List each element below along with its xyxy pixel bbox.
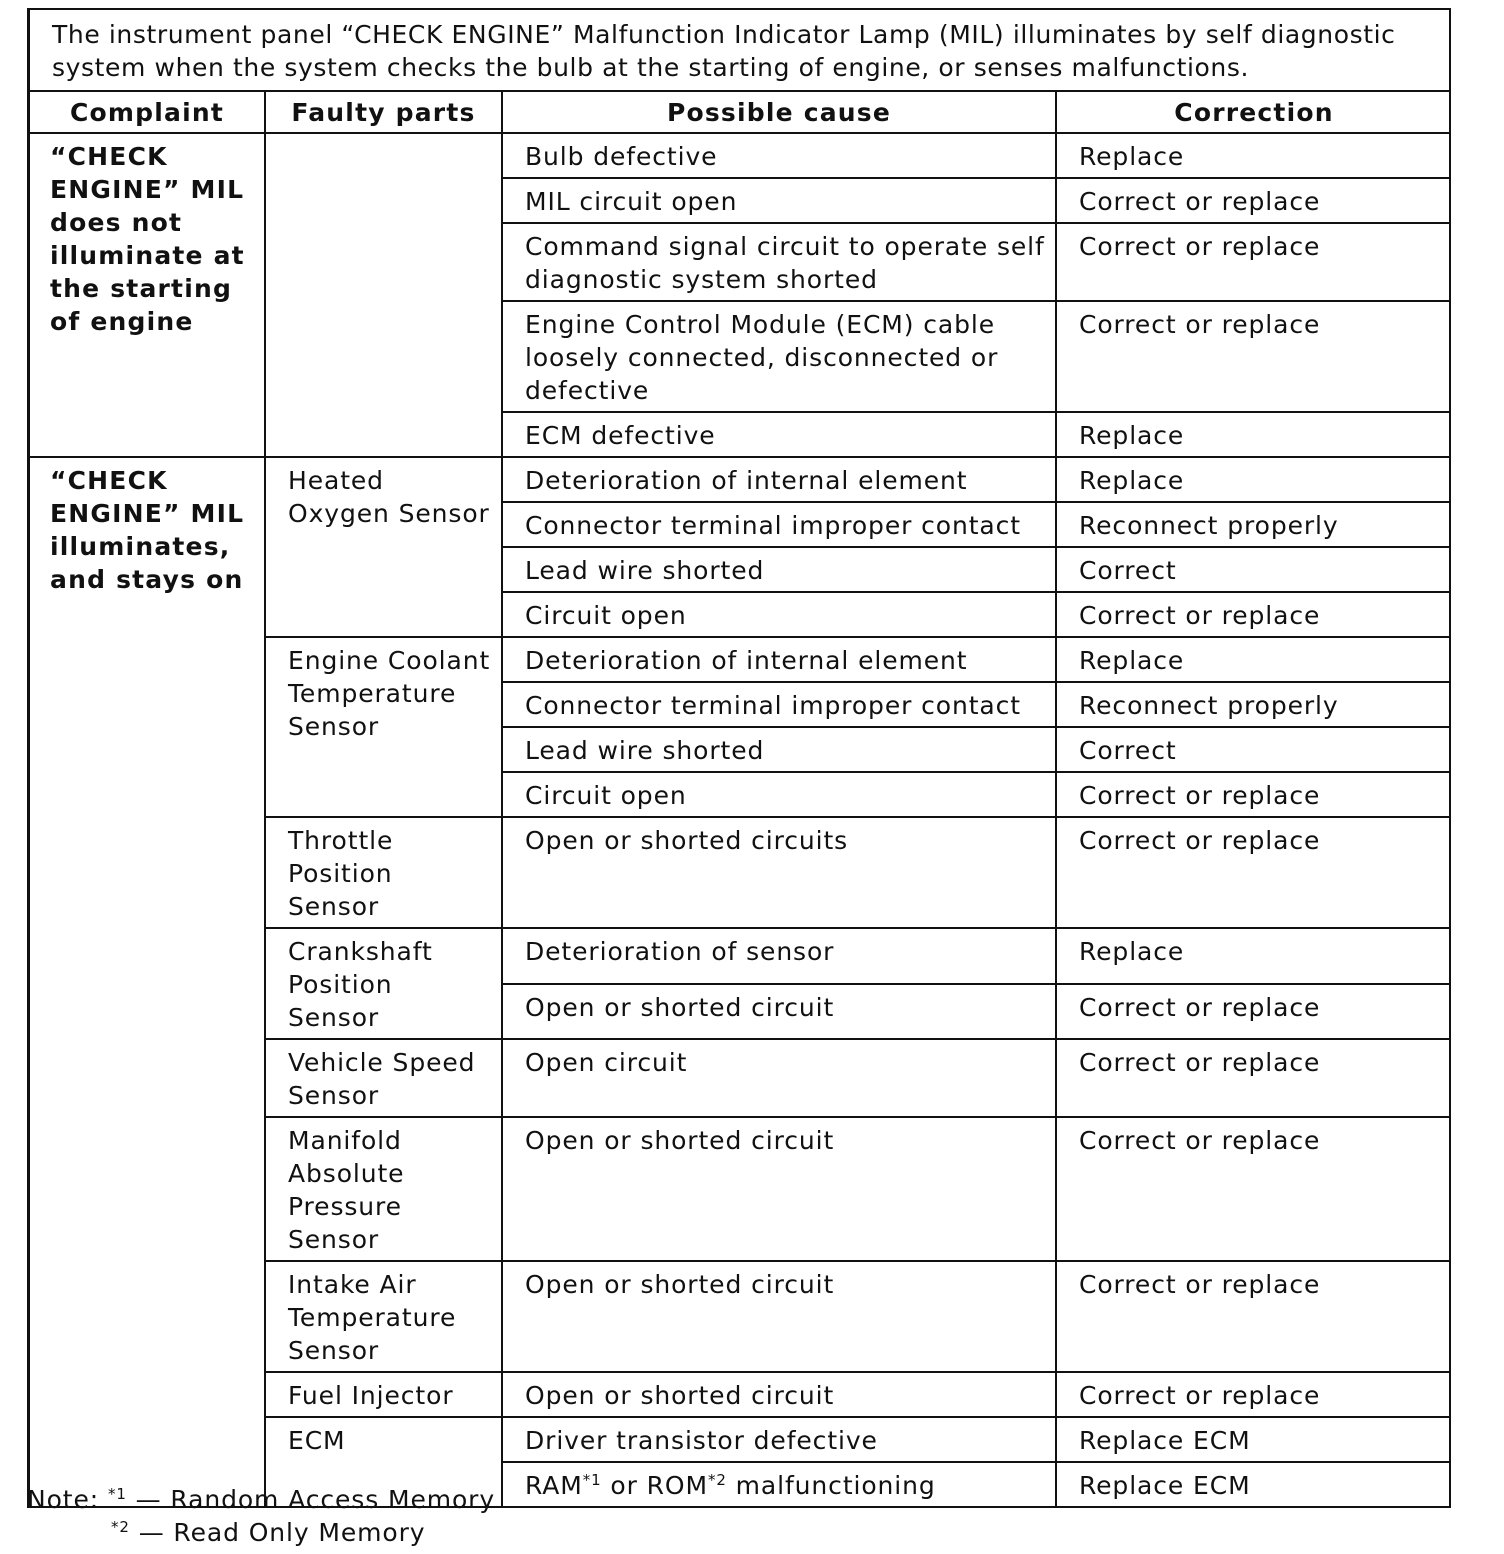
correction-cell: Correct or replace <box>1056 1261 1451 1372</box>
cause-cell: Lead wire shorted <box>502 727 1056 772</box>
correction-cell: Replace <box>1056 928 1451 984</box>
cause-cell: Open or shorted circuit <box>502 1372 1056 1417</box>
table-row <box>30 457 1451 502</box>
cause-cell: Driver transistor defective <box>502 1417 1056 1462</box>
correction-cell: Correct or replace <box>1056 301 1451 412</box>
correction-cell: Replace <box>1056 457 1451 502</box>
correction-cell: Correct or replace <box>1056 1117 1451 1261</box>
correction-cell: Correct or replace <box>1056 592 1451 637</box>
header-possible-cause: Possible cause <box>502 92 1056 133</box>
cause-cell: Command signal circuit to operate self diagnostic system shorted <box>502 223 1056 301</box>
correction-cell: Correct <box>1056 547 1451 592</box>
correction-cell: Replace ECM <box>1056 1417 1451 1462</box>
correction-cell: Reconnect properly <box>1056 502 1451 547</box>
footnote-line <box>27 1483 495 1516</box>
cause-cell: Lead wire shorted <box>502 547 1056 592</box>
cause-text: malfunctioning <box>726 1471 936 1500</box>
footnote-mark: *1 <box>582 1471 602 1489</box>
cause-cell: Open circuit <box>502 1039 1056 1117</box>
cause-cell: Connector terminal improper contact <box>502 502 1056 547</box>
correction-cell: Correct or replace <box>1056 1372 1451 1417</box>
cause-text: RAM <box>525 1471 583 1500</box>
cause-cell: Circuit open <box>502 592 1056 637</box>
note-label: Note: <box>27 1485 100 1514</box>
footnote-line <box>27 1516 495 1549</box>
correction-cell: Correct or replace <box>1056 772 1451 817</box>
table-row <box>30 133 1451 178</box>
cause-cell: Circuit open <box>502 772 1056 817</box>
faulty-part-cell: Fuel Injector <box>265 1372 502 1417</box>
faulty-part-cell: Manifold Absolute Pressure Sensor <box>265 1117 502 1261</box>
table-header-row <box>30 92 1451 133</box>
footnote-mark: *2 <box>111 1518 130 1536</box>
cause-cell: Open or shorted circuit <box>502 1261 1056 1372</box>
faulty-part-cell: Intake Air Temperature Sensor <box>265 1261 502 1372</box>
footnote-mark: *1 <box>107 1485 127 1503</box>
correction-cell: Correct or replace <box>1056 178 1451 223</box>
cause-cell: Deterioration of sensor <box>502 928 1056 984</box>
cause-cell: Bulb defective <box>502 133 1056 178</box>
faulty-part-cell: Engine Coolant Temperature Sensor <box>265 637 502 817</box>
cause-text: or ROM <box>601 1471 708 1500</box>
faulty-part-cell: ECM <box>265 1417 502 1507</box>
cause-cell: Open or shorted circuit <box>502 984 1056 1040</box>
correction-cell: Reconnect properly <box>1056 682 1451 727</box>
header-faulty-parts: Faulty parts <box>265 92 502 133</box>
intro-text: The instrument panel “CHECK ENGINE” Malfunction Indicator Lamp (MIL) illuminates by self diagnostic system when the system checks the bulb at the starting of engine, or senses malfunctions. <box>30 10 1449 92</box>
footnote-text: — Read Only Memory <box>129 1518 426 1547</box>
cause-cell: Engine Control Module (ECM) cable loosely connected, disconnected or defective <box>502 301 1056 412</box>
correction-cell: Replace <box>1056 637 1451 682</box>
correction-cell: Correct or replace <box>1056 1039 1451 1117</box>
cause-cell: Connector terminal improper contact <box>502 682 1056 727</box>
footnote-block <box>27 1483 495 1549</box>
correction-cell: Replace <box>1056 412 1451 457</box>
header-complaint: Complaint <box>30 92 265 133</box>
cause-cell: ECM defective <box>502 412 1056 457</box>
complaint-cell: “CHECK ENGINE” MIL does not illuminate at the starting of engine <box>30 133 265 457</box>
cause-cell <box>502 1462 1056 1507</box>
complaint-cell: “CHECK ENGINE” MIL illuminates, and stays on <box>30 457 265 1507</box>
faulty-part-cell: Crankshaft Position Sensor <box>265 928 502 1039</box>
faulty-part-cell <box>265 133 502 457</box>
correction-cell: Replace <box>1056 133 1451 178</box>
footnote-text: — Random Access Memory <box>126 1485 496 1514</box>
troubleshooting-table <box>30 92 1451 1508</box>
correction-cell: Replace ECM <box>1056 1462 1451 1507</box>
footnote-mark: *2 <box>707 1471 727 1489</box>
troubleshooting-table-frame <box>27 8 1451 1508</box>
correction-cell: Correct or replace <box>1056 223 1451 301</box>
correction-cell: Correct <box>1056 727 1451 772</box>
cause-cell: Deterioration of internal element <box>502 637 1056 682</box>
faulty-part-cell: Vehicle Speed Sensor <box>265 1039 502 1117</box>
correction-cell: Correct or replace <box>1056 984 1451 1040</box>
correction-cell: Correct or replace <box>1056 817 1451 928</box>
cause-cell: Deterioration of internal element <box>502 457 1056 502</box>
faulty-part-cell: Heated Oxygen Sensor <box>265 457 502 637</box>
header-correction: Correction <box>1056 92 1451 133</box>
cause-cell: MIL circuit open <box>502 178 1056 223</box>
cause-cell: Open or shorted circuit <box>502 1117 1056 1261</box>
cause-cell: Open or shorted circuits <box>502 817 1056 928</box>
faulty-part-cell: Throttle Position Sensor <box>265 817 502 928</box>
